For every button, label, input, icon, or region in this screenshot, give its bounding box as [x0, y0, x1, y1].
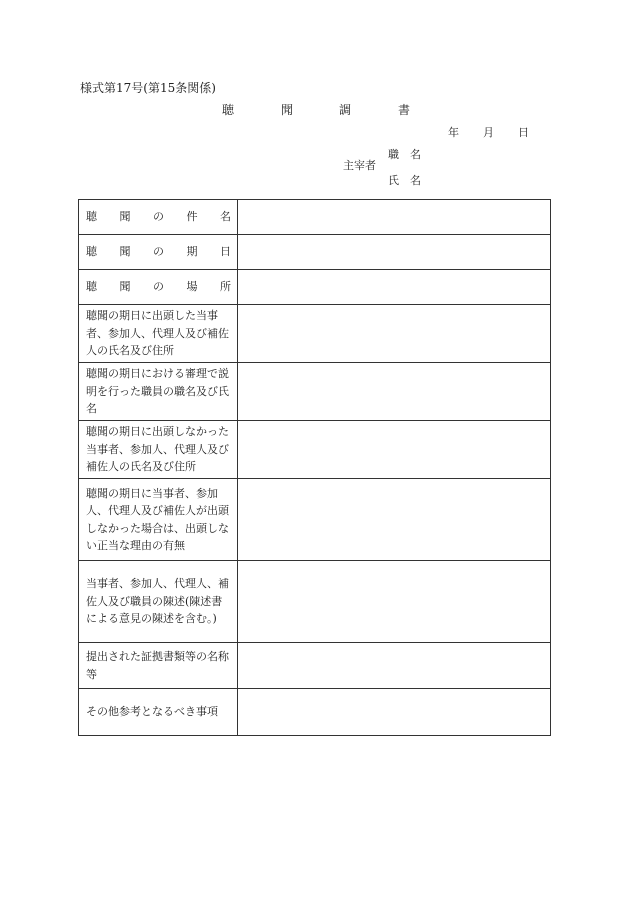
row-label-statements: 当事者、参加人、代理人、補佐人及び職員の陳述(陳述書による意見の陳述を含む。)	[79, 561, 238, 643]
row-value-other[interactable]	[238, 689, 551, 736]
table-row	[79, 689, 551, 736]
date-year-label: 年	[448, 126, 459, 139]
position-label: 職 名	[388, 148, 421, 161]
table-row	[79, 363, 551, 421]
row-label-place: 聴 聞 の 場 所	[79, 270, 238, 305]
row-value-absentees[interactable]	[238, 421, 551, 479]
row-value-subject[interactable]	[238, 200, 551, 235]
name-label: 氏 名	[388, 174, 421, 187]
form-number: 様式第17号(第15条関係)	[80, 81, 216, 95]
row-label-subject: 聴 聞 の 件 名	[79, 200, 238, 235]
presider-label: 主宰者	[343, 159, 376, 172]
row-value-absence-reason[interactable]	[238, 479, 551, 561]
table-row	[79, 235, 551, 270]
title-char: 調	[339, 103, 352, 117]
title-char: 書	[398, 103, 411, 117]
row-value-attendees[interactable]	[238, 305, 551, 363]
row-value-place[interactable]	[238, 270, 551, 305]
row-label-absence-reason: 聴聞の期日に当事者、参加人、代理人及び補佐人が出頭しなかった場合は、出頭しない正当な理由の有無	[79, 479, 238, 561]
table-row	[79, 421, 551, 479]
row-label-absentees: 聴聞の期日に出頭しなかった当事者、参加人、代理人及び補佐人の氏名及び住所	[79, 421, 238, 479]
title-char: 聴	[222, 103, 235, 117]
row-label-evidence: 提出された証拠書類等の名称等	[79, 643, 238, 689]
row-value-evidence[interactable]	[238, 643, 551, 689]
table-row	[79, 561, 551, 643]
title-char: 聞	[281, 103, 294, 117]
row-value-date[interactable]	[238, 235, 551, 270]
row-label-date: 聴 聞 の 期 日	[79, 235, 238, 270]
row-label-other: その他参考となるべき事項	[79, 689, 238, 736]
hearing-record-table	[78, 199, 551, 736]
row-label-attendees: 聴聞の期日に出頭した当事者、参加人、代理人及び補佐人の氏名及び住所	[79, 305, 238, 363]
table-row	[79, 479, 551, 561]
row-value-statements[interactable]	[238, 561, 551, 643]
table-row	[79, 643, 551, 689]
row-label-staff: 聴聞の期日における審理で説明を行った職員の職名及び氏名	[79, 363, 238, 421]
table-row	[79, 270, 551, 305]
date-month-label: 月	[483, 126, 494, 139]
row-value-staff[interactable]	[238, 363, 551, 421]
table-row	[79, 305, 551, 363]
date-day-label: 日	[518, 126, 529, 139]
table-row	[79, 200, 551, 235]
